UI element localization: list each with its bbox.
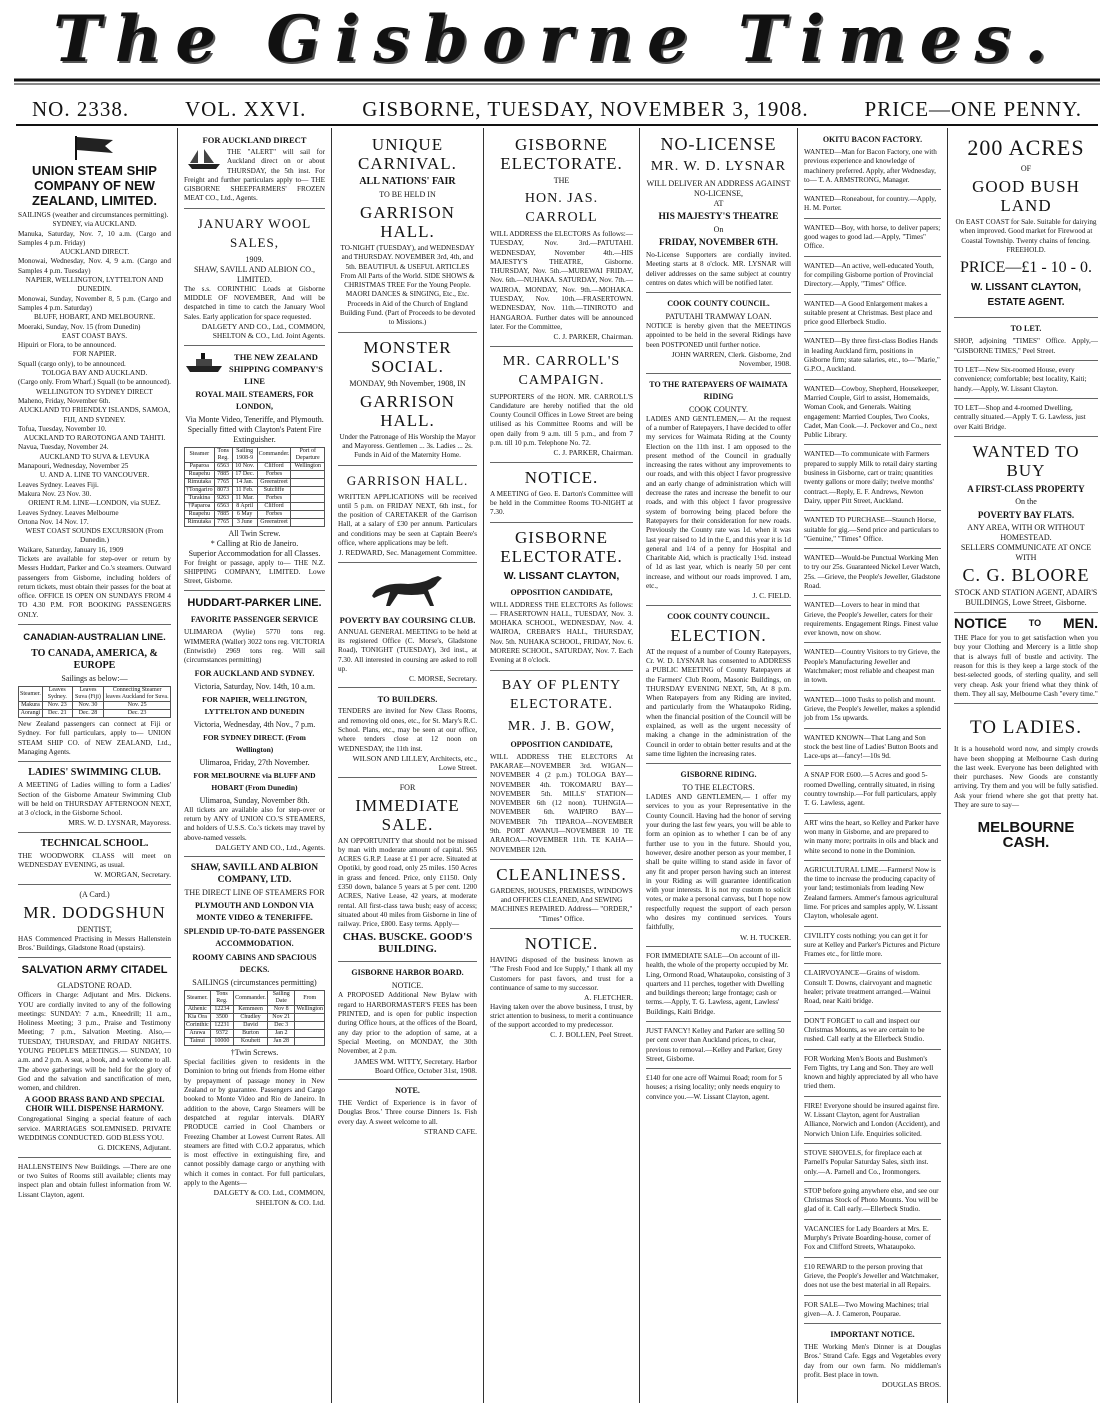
ss-accom: SPLENDID UP-TO-DATE PASSENGER ACCOMMODATION. bbox=[184, 927, 325, 949]
harbor-signature: JAMES WM. WITTY, Secretary. Harbor Board Office, October 31st, 1908. bbox=[354, 1056, 477, 1075]
table-row: Aorangi Dec. 21 Dec. 28 Dec. 23 bbox=[19, 710, 171, 718]
acres-sub: GOOD BUSH LAND bbox=[972, 177, 1080, 215]
ladies-heading: TO LADIES. bbox=[969, 717, 1083, 739]
hp-sub: FAVORITE PASSENGER SERVICE bbox=[190, 615, 319, 625]
union-steam-body: SAILINGS (weather and circumstances permitting). SYDNEY, via AUCKLAND. Manuka, Saturday, Nov. 7, 10 a.m. (Cargo and Samples 4 p.m. Friday) AUCKLAND DIRECT. Monowai, Wednesday, Nov. 4, 9 a.m. (Cargo and Samples 4 p.m. Tuesday) NAPIER, WELLINGTON, LYTTELTON AND DUNEDIN. Monowai, Sunday, November 8, 5 p.m. (Cargo and Samples 4 p.m. Saturday) BLUFF, HOBART, AND MELBOURNE. Moeraki, Sunday, Nov. 15 (from Dunedin) EAST COAST BAYS. Hipuiri or Flora, to be announced. FOR NAPIER. Squall (cargo only), to be announced. TOLOGA BAY AND AUCKLAND. (Cargo only. From Wharf.) Squall (to be announced). WELLINGTON TO SYDNEY DIRECT Maheno, Friday, November 6th. AUCKLAND TO FRIENDLY ISLANDS, SAMOA, FIJI, AND SYDNEY. Tofua, Tuesday, November 10. AUCKLAND TO RAROTONGA AND TAHITI. Navua, Tuesday, November 24. AUCKLAND TO SUVA & LEVUKA Manapouri, Wednesday, November 25 U. AND A. LINE TO VANCOUVER. Leaves Sydney. Leaves Fiji. Makura Nov. 23 Nov. 30. ORIENT R.M. LINE—LONDON, via SUEZ. Leaves Sydney. Leaves Melbourne Ortona Nov. 14 Nov. 17. WEST COAST SOUNDS EXCURSION (From Dunedin.) Waikare, Saturday, January 16, 1909 Tickets are available for step-over or return by Messrs Huddart, Parker and Co.'s steamers. Outward passengers from Gisborne, including holders of return tickets, must obtain their passes for the boat at office. OFFICE IS OPEN ON SUNDAYS FROM 4 TO 4.30 P.M. FOR BOOKING PASSENGERS ONLY. bbox=[18, 211, 171, 619]
classified-ad: FIRE! Everyone should be insured against fire. W. Lissant Clayton, agent for Australian Alliance, Norwich and London (Accident), and Norwich Union Life. Enquiries solicited. bbox=[804, 1102, 941, 1144]
classified-ad: FOR SALE—Two Mowing Machines; trial given—A. J. Cameron, Pouparae. bbox=[804, 1301, 941, 1325]
builders-body: TENDERS are invited for New Class Rooms, and removing old ones, etc., for St. Mary's R.C. School. Plans, etc., may be seen at our office, where tenders close at 12 noon on WEDNESDAY, the 11th inst. bbox=[338, 707, 477, 753]
table-row: Rimutaka 7765 14 Jan. Greenstreet bbox=[185, 478, 325, 486]
carnival-held: TO BE HELD IN bbox=[379, 190, 436, 199]
notice-2-body-2: Having taken over the above business, I trust, by strict attention to business, to merit a continuance of the support accorded to my predecessor. bbox=[490, 1002, 633, 1030]
hp-body: All tickets are available also for step-over or return by ANY of UNION CO.'S STEAMERS, and holders of U.S.S. Co.'s tickets may travel by above-named vessels. bbox=[184, 805, 325, 842]
immediate-sale-2-ad: FOR IMMEDIATE SALE—On account of ill-health, the whole of the property occupied by Mr. Ling, Ormond Road, Whataupoko, consisting of 3 quarters and 11 perches, together with Dwelling and buildings thereon; large frontage; cash or terms.—Apply, T. G. Lawless, agent, Lawless' Buildings, Kaiti Bridge. bbox=[646, 952, 791, 1022]
hp-for-sydney: FOR AUCKLAND AND SYDNEY. bbox=[194, 668, 315, 678]
social-date: MONDAY, 9th November, 1908, IN bbox=[349, 378, 466, 388]
classified-ad: STOVE SHOVELS, for fireplace each at Parnell's Popular Saturday Sales, sixth inst. only.—A. Parnell and Co., Ironmongers. bbox=[804, 1149, 941, 1182]
flag-icon bbox=[73, 134, 117, 160]
builders-signature: WILSON AND LILLEY, Architects, etc., Lowe Street. bbox=[352, 753, 477, 773]
bloore-sub: STOCK AND STATION AGENT, ADAIR'S BUILDINGS, Lowe Street, Gisborne. bbox=[954, 587, 1098, 607]
volume-number: VOL. XXVI. bbox=[184, 96, 307, 121]
price: PRICE—ONE PENNY. bbox=[864, 96, 1082, 121]
bay-of-plenty-title: BAY OF PLENTY ELECTORATE. bbox=[501, 677, 622, 712]
gisborne-riding-ad bbox=[646, 769, 791, 947]
nz-sub: ROYAL MAIL STEAMERS, FOR LONDON, bbox=[195, 389, 314, 411]
nz-via: Via Monte Video, Teneriffe, and Plymouth. bbox=[185, 414, 324, 424]
column-6 bbox=[798, 128, 948, 1403]
classified-ad: ART wins the heart, so Kelley and Parker have won many in Gisborne, and are prepared to win many more; portraits in oils and black and white second to none in the Dominion. bbox=[804, 819, 941, 861]
column-7 bbox=[948, 128, 1104, 1403]
notice-title: NOTICE. bbox=[524, 467, 599, 487]
garrison-hall-ad bbox=[338, 471, 477, 563]
garrison-signature: J. REDWARD, Sec. Management Committee. bbox=[338, 548, 477, 558]
campaign-body: SUPPORTERS of the HON. MR. CARROLL'S Candidature are hereby notified that the old County Council Offices in Lowe Street are being utilised as his Committee Rooms and will be open daily from 9 a.m. till 5 p.m., and from 7 p.m. till 10 p.m. Telephone No. 72. bbox=[490, 392, 633, 448]
wanted-ad: WANTED—1000 Tusks to polish and mount. Grieve, the People's Jeweller, makes a splendid job from 15s upwards. bbox=[804, 696, 941, 729]
table-row: Rimutaka 7765 3 June Greenstreet bbox=[185, 518, 325, 526]
column-3 bbox=[332, 128, 484, 1403]
waimata-title: TO THE RATEPAYERS OF WAIMATA RIDING bbox=[649, 379, 788, 401]
hp-for-melbourne: FOR MELBOURNE via BLUFF AND HOBART (From Dunedin) bbox=[193, 770, 316, 792]
canadian-australian-ad bbox=[18, 630, 171, 762]
waimata-sub: COOK COUNTY. bbox=[689, 404, 748, 414]
riding-body: LADIES AND GENTLEMEN,— I offer my services to you as your Representative in the County Council. Having had the honor of serving your during the last few years, you will be able to form an opinion as to whether I can be of any further use to you in the future. Should you, however, desire another person as your member, I shall be quite willing to stand aside in favor of any fit and proper person having such an interest in your Riding as will guarantee identification with your interests. It is not my custom to solicit votes, or make a personal canvass, but I hope now respectfully request the support of each person who desires my continued services. Yours faithfully, bbox=[646, 793, 791, 932]
harbor-notice: NOTICE. bbox=[391, 981, 424, 991]
sa-body: Officers in Charge: Adjutant and Mrs. Dickens. YOU are cordially invited to any of the following meetings: SUNDAY: 7 a.m., Kneedrill; 11 a.m., Holiness Meeting; 3 p.m., Praise and Testimony Meeting; 7 p.m., Salvation Meeting. Also,— TUESDAY, THURSDAY, and FRIDAY NIGHTS. YOUNG PEOPLE'S MEETINGS.— SUNDAY, 10 a.m. and 2 p.m. A seat, a book, and a welcome to all. The above gatherings will be held for the glory of God and the salvation and sanctification of men, women, and children. bbox=[18, 991, 171, 1093]
salvation-army-ad bbox=[18, 963, 171, 1157]
ca-title: CANADIAN-AUSTRALIAN LINE. bbox=[23, 632, 166, 644]
hp-ulimaroa-2: Ulimaroa, Sunday, November 8th. bbox=[199, 795, 310, 805]
table-row: Kia Ora 3500 Chudley Nov 21 bbox=[185, 1014, 325, 1022]
column-2 bbox=[178, 128, 332, 1403]
acres-body: On EAST COAST for Sale. Suitable for dairying when improved. Good market for Firewood at Coastal Township. Twenty chains of fencing. FREEHOLD. bbox=[955, 218, 1097, 254]
column-5 bbox=[640, 128, 798, 1403]
wanted-ad: WANTED—Cowboy, Shepherd, Housekeeper, Married Couple, Girl to assist, Homemaids, Woman Cook, and Generals. Waiting engagement: Married Couples, Two Cooks, Cadet, Man Cook.—J. Peckover and Co., next Public Library. bbox=[804, 385, 941, 446]
classified-ad: CIVILITY costs nothing; you can get it for sure at Kelley and Parker's Pictures and Picture Frames etc., for little more. bbox=[804, 932, 941, 965]
notice-2-signature: A. FLETCHER. bbox=[584, 993, 633, 1003]
hp-victoria-2: Victoria, Wednesday, 4th Nov., 7 p.m. bbox=[193, 719, 316, 729]
huddart-parker-ad bbox=[184, 596, 325, 857]
table-row: †Paparoa 6563 8 April Clifford bbox=[185, 502, 325, 510]
column-1 bbox=[12, 128, 178, 1403]
alert-body: THE "ALERT" will sail for Auckland direct on or about THURSDAY, the 5th inst. For Freight and further particulars apply to— THE GISBORNE SHEEPFARMERS' FROZEN MEAT CO., Ltd., Agents. bbox=[184, 148, 325, 203]
cleanliness-ad bbox=[490, 865, 633, 929]
issue-number: NO. 2338. bbox=[32, 96, 130, 121]
electorate-title: GISBORNE ELECTORATE. bbox=[500, 135, 623, 173]
dentist-sub: DENTIST, bbox=[77, 924, 112, 934]
electorate-the: THE bbox=[553, 176, 570, 185]
table-row: Turakina 9263 11 Mar. Forbes bbox=[185, 494, 325, 502]
no-license-theatre: HIS MAJESTY'S THEATRE bbox=[658, 212, 779, 222]
fletcher-notice-ad bbox=[490, 934, 633, 1044]
wanted-ad: WANTED—Would-be Punctual Working Men to try our 25s. Guaranteed Nickel Lever Watch, 25s. —Grieve, the People's Jeweller, Gladstone Road. bbox=[804, 554, 941, 596]
election-council: COOK COUNTY COUNCIL. bbox=[667, 611, 770, 621]
carroll-electorate-ad bbox=[490, 135, 633, 347]
okitu-title: OKITU BACON FACTORY. bbox=[822, 135, 923, 144]
tramway-signature: JOHN WARREN, Clerk. Gisborne, 2nd November, 1908. bbox=[671, 350, 791, 369]
no-license-at: AT bbox=[713, 199, 724, 208]
sa-title: SALVATION ARMY CITADEL bbox=[21, 964, 168, 977]
waimata-signature: J. C. FIELD. bbox=[752, 591, 791, 601]
coursing-body: ANNUAL GENERAL MEETING to be held at its registered Office (C. Morse's, Gladstone Road), TONIGHT (TUESDAY), 3rd inst., at 7.30. All interested in coursing are asked to roll up. bbox=[338, 627, 477, 673]
note-signature: STRAND CAFE. bbox=[424, 1127, 477, 1137]
ss-sailings: SAILINGS (circumstances permitting) bbox=[192, 978, 317, 988]
waimui-road-ad: £140 for one acre off Waimui Road; room for 5 houses; a rising locality; only needs enquiry to convince you.—W. Lissant Clayton, agent. bbox=[646, 1074, 783, 1101]
acres-price: PRICE—£1 - 10 - 0. bbox=[960, 259, 1092, 277]
ca-sailings: Sailings as below:— bbox=[61, 674, 128, 684]
ladies-ad-body: It is a household word now, and simply crowds have been shopping at Melbourne Cash during the last week. Everyone has been delighted with their purchases. New Goods are constantly arriving. Try them and you will be fully satisfied. Ask your friend where she got that pretty hat. They are sure to say— bbox=[954, 745, 1098, 810]
wtb-on: On the bbox=[1015, 496, 1037, 506]
nz-apply: For freight or passage, apply to— THE N.Z. SHIPPING COMPANY, LIMITED. Lowe Street, Gisborne. bbox=[184, 558, 325, 586]
tech-title: TECHNICAL SCHOOL. bbox=[40, 837, 149, 849]
wanted-ad: WANTED—A Good Enlargement makes a suitable present at Christmas. Best place and price good Ellerbeck Studio. bbox=[804, 300, 941, 333]
no-license-title: NO-LICENSE bbox=[660, 134, 777, 154]
wtb-property: A FIRST-CLASS PROPERTY bbox=[967, 483, 1085, 494]
alert-title: FOR AUCKLAND DIRECT bbox=[202, 135, 307, 145]
wtb-sellers: SELLERS COMMUNICATE AT ONCE WITH bbox=[960, 542, 1092, 562]
garrison-title: GARRISON HALL. bbox=[346, 472, 469, 488]
classified-ad: AGRICULTURAL LIME.—Farmers! Now is the time to increase the producing capacity of your land; testimonials from leading New Zealand farmers. Ammer's famous agricultural lime. For prices and samples apply, W. Lissant Clayton, wholesale agent. bbox=[804, 866, 941, 927]
note-body: THE Verdict of Experience is in favor of Douglas Bros.' Three course Dinners 1s. Fish every day. A sweet welcome to all. bbox=[338, 1099, 477, 1126]
wanted-ad: WANTED TO PURCHASE—Staunch Horse, suitable for gig.—Send price and particulars to "Genuine," "Times" Office. bbox=[804, 516, 941, 549]
notice-to-men-body: THE Place for you to get satisfaction when you buy your Clothing and Mercery is a little shop that is always full of bustle and activity. The reason for this is they keep a large stock of the best-selected goods, of sterling quality, and sell very cheap. Ask your friend what they think of them. They all say, Melbourne Cash "every time." bbox=[954, 634, 1098, 698]
masthead bbox=[0, 0, 1114, 86]
ca-schedule-table: Steamer. Leaves Sydney. Leaves Suva (Fiji) Connecting Steamer leaves Auckland for Suva. Makura Nov. 23 Nov. 30 Nov. 25 Aorangi Dec. 21 Dec. 28 Dec. 23 bbox=[20, 687, 169, 717]
harbor-title: GISBORNE HARBOR BOARD. bbox=[351, 968, 464, 978]
note-title: NOTE. bbox=[395, 1086, 420, 1096]
coursing-club-ad bbox=[338, 568, 477, 689]
classified-ad: CLAIRVOYANCE—Grains of wisdom. Consult T. Downs, clairvoyant and magnetic healer; private treatment arranged.—Wainui Road, near Kaiti bridge. bbox=[804, 969, 941, 1011]
campaign-signature: C. J. PARKER, Chairman. bbox=[553, 448, 633, 458]
ca-sub: TO CANADA, AMERICA, & EUROPE bbox=[31, 648, 158, 672]
wtb-any: ANY AREA, WITH OR WITHOUT HOMESTEAD. bbox=[967, 522, 1085, 542]
column-4 bbox=[484, 128, 640, 1403]
carnival-hall: GARRISON HALL. bbox=[360, 203, 455, 241]
wanted-ad: WANTED—Country Visitors to try Grieve, the People's Manufacturing Jeweller and Watchmaker; most reliable and cheapest man in town. bbox=[804, 648, 941, 690]
classified-ad: VACANCIES for Lady Boarders at Mrs. E. Murphy's Private Boarding-house, corner of Fox and Clifford Streets, Whataupoko. bbox=[804, 1225, 941, 1258]
important-signature: DOUGLAS BROS. bbox=[881, 1380, 941, 1390]
nz-accom: Superior Accommodation for all Classes. bbox=[188, 548, 321, 558]
sailing-ship-icon bbox=[184, 148, 224, 170]
place-date: GISBORNE, TUESDAY, NOVEMBER 3, 1908. bbox=[362, 96, 809, 121]
wanted-ad: WANTED—To communicate with Farmers prepared to supply Milk to retail dairy starting business in Gisborne, cart or train; quantities twenty gallons or more daily; twelve months' contract.—Reply, E. F. Andrews, Newton Dairy, upper Pitt Street, Auckland. bbox=[804, 450, 941, 511]
harbor-board-ad bbox=[338, 967, 477, 1080]
ss-title: SHAW, SAVILL AND ALBION COMPANY, LTD. bbox=[190, 863, 319, 886]
tech-body: THE WOODWORK CLASS will meet on WEDNESDAY EVENING, as usual. bbox=[18, 851, 171, 870]
dateline bbox=[0, 94, 1114, 124]
sale-body: AN OPPORTUNITY that should not be missed by man with moderate amount of capital. 965 ACRES G.R.P. Lease at £1 per acre. Situated at Opotiki, by good road, only 25 miles. 150 Acres in grass and fenced. Price, only £1150. Only £350 down, balance 5 years at 5 per cent. 1200 ACRES, Native Lease, 42 years, at moderate rental. All first-class tawa bush; easy of access; situated about 40 miles from Gisborne in line of railway. Price, £800. Easy terms. Apply— bbox=[338, 836, 477, 929]
dentist-title: MR. DODGSHUN bbox=[23, 902, 166, 922]
builders-title: TO BUILDERS. bbox=[377, 694, 438, 705]
wool-signature: DALGETY AND CO., Ltd., COMMON, SHELTON & CO., Ltd. Joint Agents. bbox=[201, 321, 325, 341]
hp-for-sydney-direct: FOR SYDNEY DIRECT. (From Wellington) bbox=[203, 732, 306, 754]
hp-victoria: Victoria, Saturday, Nov. 14th, 10 a.m. bbox=[194, 681, 315, 691]
to-let-ad bbox=[954, 323, 1098, 361]
melbourne-cash: MELBOURNE CASH. bbox=[977, 819, 1075, 852]
to-let-3-ad: TO LET—Shop and 4-roomed Dwelling, centrally situated.—Apply T. G. Lawless, just over Kaiti Bridge. bbox=[954, 404, 1098, 437]
nz-shipping-ad bbox=[184, 351, 325, 592]
carnival-title: UNIQUE CARNIVAL. bbox=[358, 135, 457, 173]
carroll-signature: C. J. PARKER, Chairman. bbox=[553, 332, 633, 342]
let-title: TO LET. bbox=[1010, 324, 1042, 334]
carroll-body: WILL ADDRESS the ELECTORS As follows:— TUESDAY, Nov. 3rd.—PATUTAHI. WEDNESDAY, November 4th.—HIS MAJESTY'S THEATRE, Gisborne. THURSDAY, Nov. 5th.—MUREWAI FRIDAY, Nov. 6th.—NUHAKA. SATURDAY, Nov. 7th.—WAIROA. MONDAY, Nov. 9th.—MOHAKA. TUESDAY, Nov. 10th.—FRASERTOWN. WEDNESDAY, Nov. 11th.—TINIROTO and HANGAROA. Further dates will be announced later. For the Committee, bbox=[490, 230, 633, 331]
riding-sub: TO THE ELECTORS. bbox=[682, 783, 755, 793]
table-row: Arawa 9372 Burton Jan 2 bbox=[185, 1030, 325, 1038]
sale-title: IMMEDIATE SALE. bbox=[355, 795, 460, 834]
classified-ad: FOR Working Men's Boots and Bushmen's Fern Tights, try Lang and Son. They are well known and highly appreciated by all who have tried them. bbox=[804, 1055, 941, 1097]
wanted-ad: WANTED—Boy, with horse, to deliver papers; good wages to good lad.—Apply, "Times" Office. bbox=[804, 224, 941, 257]
hp-ulimaroa: Ulimaroa, Friday, 27th November. bbox=[199, 757, 310, 767]
union-steam-title: UNION STEAM SHIP COMPANY OF NEW ZEALAND, LIMITED. bbox=[32, 163, 157, 208]
tramway-sub: PATUTAHI TRAMWAY LOAN. bbox=[665, 312, 772, 322]
notice-to-men-title: NOTICE TO MEN. bbox=[954, 614, 1098, 631]
just-fancy-ad: JUST FANCY! Kelley and Parker are selling 50 per cent cover than Auckland prices, to clear, previous to removal.—Kelley and Parker, Grey Street, Gisborne. bbox=[646, 1027, 791, 1069]
table-row: Paparoa 6563 10 Nov. Clifford Wellington bbox=[185, 462, 325, 470]
darton-notice-ad bbox=[490, 468, 633, 523]
to-let-2-ad: TO LET—New Six-roomed House, every convenience; comfortable; best locality, Kaiti; handy.—Apply, W. Lissant Clayton. bbox=[954, 366, 1098, 399]
tramway-loan-ad bbox=[646, 298, 791, 373]
gow-candidate: OPPOSITION CANDIDATE, bbox=[510, 739, 613, 749]
nz-twin: All Twin Screw. bbox=[228, 528, 281, 538]
no-license-date: FRIDAY, NOVEMBER 6TH. bbox=[658, 238, 779, 248]
nz-title: THE NEW ZEALAND SHIPPING COMPANY'S LINE bbox=[228, 351, 324, 386]
campaign-title: MR. CARROLL'S CAMPAIGN. bbox=[502, 353, 621, 388]
social-hall: GARRISON HALL. bbox=[360, 391, 455, 430]
nz-fitted: Specially fitted with Clayton's Patent Fire Extinguisher. bbox=[187, 424, 322, 444]
dateline-rule bbox=[16, 124, 1098, 126]
to-ladies-ad bbox=[954, 718, 1098, 857]
cleanliness-body: GARDENS, HOUSES, PREMISES, WINDOWS and OFFICES CLEANED, And SEWING MACHINES REPAIRED. Address— "ORDER," "Times" Office. bbox=[490, 886, 633, 923]
sa-sub: GLADSTONE ROAD. bbox=[57, 981, 132, 991]
builders-ad bbox=[338, 693, 477, 777]
notice-to-men-ad bbox=[954, 614, 1098, 704]
election-title: ELECTION. bbox=[670, 625, 767, 645]
clayton-electorate-ad bbox=[490, 528, 633, 671]
immediate-sale-ad bbox=[338, 783, 477, 963]
no-license-against: WILL DELIVER AN ADDRESS AGAINST NO-LICENSE, bbox=[646, 179, 791, 198]
table-row: Tainui 10000 Kouhett Jan 28 bbox=[185, 1038, 325, 1046]
acres-title: 200 ACRES bbox=[967, 135, 1085, 160]
clayton-name: W. LISSANT CLAYTON, bbox=[503, 569, 620, 582]
tech-signature: W. MORGAN, Secretary. bbox=[94, 870, 171, 880]
wanted-ad: WANTED—Lovers to hear in mind that Grieve, the People's Jeweller, caters for their requirements. Engagement Rings. Finest value ever known, now on show. bbox=[804, 601, 941, 643]
ss-body: Special facilities given to residents in the Dominion to bring out friends from Home either by prepayment of passage money in New Zealand or by guarantee. Passengers and Cargo booked to Monte Video and Rio de Janeiro. In addition to the above, Cargo Steamers will be despatched at regular intervals. DIARY PRODUCE carried in Cool Chambers or Freezing Chamber at Lowest Current Rates. All steamers are fitted with C.O.2 apparatus, which is most effective in extinguishing fire, and cannot possibly damage cargo or anything with which it comes in contact. For full particulars, apply to the Agents— bbox=[184, 1058, 325, 1187]
ss-sub: THE DIRECT LINE OF STEAMERS FOR bbox=[184, 888, 325, 898]
table-row: Makura Nov. 23 Nov. 30 Nov. 25 bbox=[19, 702, 171, 710]
waimata-riding-ad bbox=[646, 379, 791, 606]
gow-electorate-ad bbox=[490, 676, 633, 860]
sale-for: FOR bbox=[399, 782, 416, 792]
wanted-ad: WANTED—An active, well-educated Youth, for compiling Gisborne portion of Provincial Directory.—Apply, "Times" Office. bbox=[804, 262, 941, 295]
important-body: THE Working Men's Dinner is at Douglas Bros.' Strand Cafe. Eggs and Vegetables every day from our own farm. No middleman's profit. Best place in town. bbox=[804, 1343, 941, 1379]
ladies-signature: MRS. W. D. LYSNAR, Mayoress. bbox=[68, 818, 171, 828]
hp-for-napier: FOR NAPIER, WELLINGTON, LYTTELTON AND DUNEDIN bbox=[202, 694, 307, 716]
gow-name: MR. J. B. GOW, bbox=[507, 718, 616, 734]
sa-more: Congregational Singing a special feature of each service. MARRIAGES SOLEMNISED. PRIVATE WEDDINGS CONDUCTED. GOD BLESS YOU. bbox=[18, 1115, 171, 1143]
carnival-body: TO-NIGHT (TUESDAY), and WEDNESDAY and THURSDAY. NOVEMBER 3rd, 4th, and 5th. BEAUTIFUL & USEFUL ARTICLES From All Parts of the World. SIDE SHOWS & CHRISTMAS TREE For the Young People. MAORI DANCES & SINGING, Etc., Etc. Proceeds in Aid of the Church of England Building Fund. (Part of Proceeds to be devoted to Missions.) bbox=[339, 244, 476, 327]
alert-ad bbox=[184, 134, 325, 209]
carnival-ad bbox=[338, 135, 477, 333]
nz-rio: * Calling at Rio de Janeiro. bbox=[210, 538, 299, 548]
no-license-ad bbox=[646, 135, 791, 293]
ladies-body: A MEETING of Ladies willing to form a Ladies' Section of the Gisborne Amateur Swimming Club will be held on THURSDAY AFTERNOON NEXT, at 3 o'clock, in the Gisborne School. bbox=[18, 781, 171, 818]
no-license-on: On bbox=[713, 225, 724, 234]
acres-of: OF bbox=[1020, 164, 1032, 173]
social-body: Under the Patronage of His Worship the Mayor and Mayoress. Gentlemen ... 3s. Ladies ... 2s. Funds in Aid of the Maternity Home. bbox=[339, 432, 476, 460]
wtb-flats: POVERTY BAY FLATS. bbox=[977, 509, 1075, 520]
monster-social-ad bbox=[338, 338, 477, 466]
card-label: (A Card.) bbox=[79, 889, 110, 899]
social-title: MONSTER SOCIAL. bbox=[363, 337, 452, 376]
technical-school-ad bbox=[18, 838, 171, 885]
table-row: Ruapehu 7885 6 May Forbes bbox=[185, 510, 325, 518]
notice-2-body: HAVING disposed of the business known as "The Fresh Food and Ice Supply," I thank all my Customers for past favors, and trust for a continuance of same to my successor. bbox=[490, 956, 633, 992]
hallenstein-ad: HALLENSTEIN'S New Buildings. —There are one or two Suites of Rooms still available; clients may inspect plan and obtain fullest information from W. Lissant Clayton, agent. bbox=[18, 1162, 171, 1199]
ss-cabins: ROOMY CABINS AND SPACIOUS DECKS. bbox=[192, 953, 317, 975]
election-body: AT the request of a number of County Ratepayers, Cr. W. D. LYSNAR has consented to ADDRESS a PUBLIC MEETING of County Ratepayers at the Farmers' Club Room, Masonic Buildings, on THURSDAY EVENING NEXT, 5th, At 8 p.m. When Ratepayers from any Riding are invited, and particularly from the Whataupoko Riding, when the financial position of the Council will be explained, as well as the urgent necessity of making a change in the administration of the Council in order to obtain better results and at the same time lighten the increasing rates. bbox=[646, 647, 791, 758]
steamer-icon bbox=[184, 351, 224, 373]
important-notice-ad bbox=[804, 1329, 941, 1393]
union-steam-ad bbox=[18, 134, 171, 625]
wool-body: The s.s. CORINTHIC Loads at Gisborne MIDDLE OF NOVEMBER, And will be despatched in time to catch the January Wool Sales. Early application for space requested. bbox=[184, 284, 325, 321]
ladies-title: LADIES' SWIMMING CLUB. bbox=[28, 767, 161, 779]
carroll-name: HON. JAS. CARROLL bbox=[524, 191, 599, 225]
carnival-fair: ALL NATIONS' FAIR bbox=[359, 176, 456, 187]
harbor-body: A PROPOSED Additional New Bylaw with regard to HARBORMASTER'S FEES has been PRINTED, and is open for public inspection during Office hours, at the offices of the Board, any day prior to the adoption of same, at a Special Meeting, on MONDAY, the 30th November, at 2 p.m. bbox=[338, 991, 477, 1056]
important-title: IMPORTANT NOTICE. bbox=[830, 1330, 915, 1340]
classified-ad: STOP before going anywhere else, and see our Christmas Stock of Photo Mounts. You will be glad of it. Call early.—Ellerbeck Studio. bbox=[804, 1187, 941, 1220]
classified-ad: £10 REWARD to the person proving that Grieve, the People's Jeweller and Watchmaker, does not use the best material in all Repairs. bbox=[804, 1263, 941, 1296]
coursing-title: POVERTY BAY COURSING CLUB. bbox=[339, 614, 476, 625]
cook-county-title: COOK COUNTY COUNCIL. bbox=[667, 299, 770, 309]
table-row: Corinthic 12231 David Dec 3 bbox=[185, 1022, 325, 1030]
wanted-ad: WANTED—Roneabout, for country.—Apply, H. M. Porter. bbox=[804, 195, 941, 219]
gow-body: WILL ADDRESS THE ELECTORS At PAKARAE—NOVEMBER 3rd. WIGAN—NOVEMBER 4 (2 p.m.) TOLOGA BAY—NOVEMBER 4th. TOKOMARU BAY—NOVEMBER 5th. MILLS' STATION—NOVEMBER 6th (12 noon). TUHNGIA—NOVEMBER 6th. WAIPIRO BAY—NOVEMBER 7th TIPAROA—NOVEMBER 9th. PORT AWANUI—NOVEMBER 10 TE ARAROA—NOVEMBER 11th. TE KAHA—NOVEMBER 12th. bbox=[490, 752, 633, 854]
hp-signature: DALGETY AND CO., Ltd., Agents. bbox=[215, 842, 325, 852]
carroll-campaign-ad bbox=[490, 352, 633, 463]
bush-land-ad bbox=[954, 136, 1098, 318]
wanted-ad: WANTED—By three first-class Bodies Hands in leading Auckland firm, positions in Gisborne firm; state salaries, etc., to—"Marie," G.P.O., Auckland. bbox=[804, 337, 941, 379]
wanted-ad: WANTED KNOWN—That Lang and Son stock the best line of Ladies' Button Boots and Lace-ups at—fancy!—10s 9d. bbox=[804, 734, 941, 767]
acres-signature: W. LISSANT CLAYTON, ESTATE AGENT. bbox=[970, 282, 1081, 309]
columns bbox=[12, 128, 1104, 1403]
ss-route: PLYMOUTH AND LONDON VIA MONTE VIDEO & TENERIFFE. bbox=[195, 901, 314, 923]
bloore-title: C. G. BLOORE bbox=[962, 564, 1090, 585]
hp-ships: ULIMAROA (Wylie) 5770 tons reg. WIMMERA (Waller) 3022 tons reg. VICTORIA (Entwistle) 2969 tons reg. Will sail (circumstances permitting) bbox=[184, 628, 325, 665]
notice-2-title: NOTICE. bbox=[524, 934, 599, 954]
sa-signature: G. DICKENS, Adjutant. bbox=[97, 1143, 171, 1153]
riding-title: GISBORNE RIDING. bbox=[680, 770, 757, 780]
wanted-ad: WANTED—Man for Bacon Factory, one with previous experience and knowledge of machinery preferred. Apply, after Wednesday, to— T. A. ARMSTRONG, Manager. bbox=[804, 148, 941, 190]
wool-year: 1909. bbox=[245, 254, 264, 264]
wool-title: JANUARY WOOL SALES, bbox=[197, 215, 312, 250]
greyhound-icon bbox=[368, 568, 448, 612]
ss-signature: DALGETY & CO. Ltd., COMMON, SHELTON & CO. Ltd. bbox=[213, 1188, 325, 1207]
clayton-candidate: OPPOSITION CANDIDATE, bbox=[510, 587, 613, 597]
ladies-swimming-ad bbox=[18, 767, 171, 832]
wtb-title: WANTED TO BUY bbox=[972, 441, 1080, 480]
let-body: SHOP, adjoining "TIMES" Office. Apply,— "GISBORNE TIMES," Peel Street. bbox=[954, 337, 1098, 355]
wool-sales-ad bbox=[184, 214, 325, 346]
notice-2-signature-2: C. J. BOLLEN, Peel Street. bbox=[550, 1030, 633, 1040]
cleanliness-title: CLEANLINESS. bbox=[496, 864, 627, 884]
garrison-body: WRITTEN APPLICATIONS will be received until 5 p.m. on FRIDAY NEXT, 6th inst., for the position of CARETAKER of the Garrison Hall, at a salary of £30 per annum. Particulars and conditions may be seen at Captain Beere's office, where applications may be left. bbox=[338, 492, 477, 548]
strand-cafe-ad bbox=[338, 1085, 477, 1140]
nz-schedule-table: Steamer Tons Reg. Sailing 1908-9 Commander. Port of Departure Paparoa 6563 10 Nov. Clifford Wellington Ruapehu 7885 17 Dec. Forbes Rimutaka 7765 14 Jan. Greenstreet †Tongariro 8073 11 Feb. Sutcliffe Turakina 9263 11 Mar. Forbes †Paparoa 6563 8 April Clifford Ruapehu 7885 6 May Forbes Rimutaka 7765 3 June Greenstreet bbox=[184, 447, 325, 527]
sale-signature: CHAS. BUSCKE. GOOD'S BUILDING. bbox=[342, 931, 473, 956]
wool-company: SHAW, SAVILL AND ALBION CO., LIMITED. bbox=[193, 264, 316, 284]
hp-title: HUDDART-PARKER LINE. bbox=[187, 597, 322, 610]
classified-ad: DON'T FORGET to call and inspect our Christmas Mounts, as we are certain to be rushed. Call early at the Ellerbeck Studio. bbox=[804, 1017, 941, 1050]
coursing-signature: C. MORSE, Secretary. bbox=[408, 674, 477, 684]
table-row: Athenic 12234 Kemmeen Nov 8 Wellington bbox=[185, 1006, 325, 1014]
ss-schedule-table: Steamer. Tons Reg. Commander. Sailing Date From Athenic 12234 Kemmeen Nov 8 Wellington Kia Ora 3500 Chudley Nov 21 Corinthic 12231 David Dec 3 Arawa 9372 Burton Jan 2 Tainui 10000 Kouhett Jan 28 bbox=[186, 991, 323, 1045]
table-row: Ruapehu 7885 17 Dec. Forbes bbox=[185, 470, 325, 478]
tramway-body: NOTICE is hereby given that the MEETINGS appointed to be held in the several Ridings have been POSTPONED until further notice. bbox=[646, 322, 791, 349]
ca-body: New Zealand passengers can connect at Fiji or Sydney. For full particulars, apply to— UNION STEAM SHIP CO. of NEW ZEALAND, Ltd., Managing Agents. bbox=[18, 720, 171, 756]
county-election-ad bbox=[646, 611, 791, 765]
sa-band: A GOOD BRASS BAND AND SPECIAL CHOIR WILL DISPENSE HARMONY. bbox=[24, 1095, 165, 1114]
dentist-ad bbox=[18, 890, 171, 959]
clayton-body: WILL ADDRESS THE ELECTORS As follows:— FRASERTOWN HALL, TUESDAY, Nov. 3. MOHAKA SCHOOL, WEDNESDAY, Nov. 4. WAIROA, CREBAR'S HALL, THURSDAY, Nov. 5th. NUHAKA SCHOOL, FRIDAY, Nov. 6. MORERE SCHOOL, SATURDAY, Nov. 7. Each Evening at 8 o'clock. bbox=[490, 600, 633, 665]
lysnar-name: MR. W. D. LYSNAR bbox=[650, 159, 787, 174]
riding-signature: W. H. TUCKER. bbox=[739, 932, 791, 942]
notice-body: A MEETING of Geo. E. Darton's Committee will be held in the Committee Rooms TO-NIGHT at 7.30. bbox=[490, 489, 633, 517]
wanted-to-buy-ad bbox=[954, 442, 1098, 613]
dentist-body: HAS Commenced Practising in Messrs Hallenstein Bros.' Buildings, Gladstone Road (upstairs). bbox=[18, 934, 171, 952]
shaw-savill-ad bbox=[184, 862, 325, 1211]
waimata-body: LADIES AND GENTLEMEN,— At the request of a number of Ratepayers, I have decided to offer my services for Waimata Riding at the County Election on the 11th inst. I am opposed to the present method of the Council in gradually increasing the rates without any improvements to our roads, and with this object I favor progressive and an early change of administration which will decrease the rates and increase the benefit to our roads, and with this object I favor progressive system of borrowing being placed before the Ratepayers for their consideration for new roads. Previously the County rate was 1d. when it was last year raised to 1d in the £, and this year it is 1d general and 1/4 of a penny for Hospital and Charitable Aid, which is practically 1½d. instead of 1d as last year, which is nearly 50 per cent increase, and without our roads improved. I am, etc., bbox=[646, 414, 791, 591]
electorate-2-title: GISBORNE ELECTORATE. bbox=[500, 527, 623, 566]
newspaper-title: The Gisborne Times. bbox=[53, 2, 1061, 77]
classified-ad: A SNAP FOR £600.—5 Acres and good 5-roomed Dwelling, centrally situated, in rising country township.—For full particulars, apply T. G. Lawless, agent. bbox=[804, 771, 941, 813]
table-row: †Tongariro 8073 11 Feb. Sutcliffe bbox=[185, 486, 325, 494]
ss-twin: †Twin Screws. bbox=[230, 1048, 279, 1058]
no-license-body: No-License Supporters are cordially invited. Meeting starts at 8 o'clock. MR. LYSNAR will deliver addresses on the same subject at country centres on dates which will be notified later. bbox=[646, 251, 791, 287]
